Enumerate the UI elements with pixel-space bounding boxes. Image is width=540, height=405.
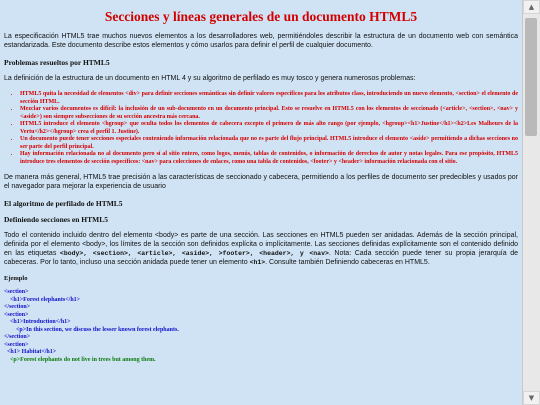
scrollbar-thumb[interactable] [525, 18, 537, 136]
example-code-block [4, 289, 518, 364]
code-line: <h1>Forest elephants</h1> [4, 296, 81, 303]
example-heading: Ejemplo [4, 275, 28, 282]
problem-item: • Mezclar varios documentos es difícil: la inclusión de un sub-documento en un documento principal. Esto se resuelve en HTML5 con los elementos de seccionado (<article>, <section>, <nav> y <aside>) son siempre subsecciones de su sección ancestra más cercana. [20, 106, 518, 121]
code-line: </section> [4, 334, 31, 340]
code-line: <p>In this section, we discuss the lesser known forest elephants. [4, 326, 179, 333]
defining-text-2: . Nota: Cada sección puede tener su propia jerarquía de cabeceras. Por lo tanto, incluso una sección anidada puede tener un elemento [4, 250, 518, 266]
vertical-scrollbar[interactable] [522, 0, 540, 405]
section-heading-algorithm: El algoritmo de perfilado de HTML5 [4, 199, 123, 208]
sectioning-tags-code: <body>, <section>, <article>, <aside>, >footer>, <header>, y <nav> [59, 250, 329, 257]
code-line: <h1>Introduction</h1> [4, 319, 71, 325]
code-line: <h1> Habitat</h1> [4, 349, 57, 355]
code-line: <section> [4, 289, 29, 295]
section-heading-defining: Definiendo secciones en HTML5 [4, 215, 108, 224]
scroll-down-arrow-icon[interactable]: ▼ [523, 391, 540, 405]
problem-item: • Hay información relacionada no al documento pero sí al sitio entero, como logos, menús, tablas de contenidos, o información de derechos de autor y notas legales. Para ese propósito, HTML5 introduce tres elementos de sección específicos: <nav> para colecciones de enlaces, como una tabla de contenidos, <footer> y <header> información relacionada con el sitio. [20, 151, 518, 166]
code-line: <section> [4, 341, 29, 348]
problem-item: • HTML5 quita la necesidad de elementos <div> para definir secciones semánticas sin definir valores específicos para los atributos class, introduciendo un nuevo elemento, <section> el elemento de sección HTML. [20, 91, 518, 106]
h1-tag-code: <h1> [249, 259, 266, 266]
defining-text-1: Todo el contenido incluido dentro del elemento <body> es parte de una sección. Las secciones en HTML5 pueden ser anidadas. Además de la sección principal, definida por el elemento <body>, los límites de la sección son definidos explícita o implícitamente. Las secciones definidas explícitamente son el contenido definido en las etiquetas [4, 232, 518, 257]
code-line: <section> [4, 311, 29, 318]
problems-outro: De manera más general, HTML5 trae precisión a las características de seccionado y cabecera, permitiendo a los perfiles de documento ser predecibles y usados por el navegador para mejorar la experiencia de usuario [4, 174, 518, 190]
page-title: Secciones y líneas generales de un documento HTML5 [104, 9, 418, 24]
problems-intro: La definición de la estructura de un documento en HTML 4 y su algoritmo de perfilado es muy tosco y genera numerosos problemas: [4, 75, 416, 82]
problem-item: • Un documento puede tener secciones especiales conteniendo información relacionada que no es parte del flujo principal. HTML5 introduce el elemento <aside> permitiendo a dichas secciones no ser parte del perfil principal. [20, 136, 518, 151]
intro-paragraph: La especificación HTML5 trae muchos nuevos elementos a los desarrolladores web, permitiéndoles describir la estructura de un documento web con semántica estandarizada. Este documento describe estos elementos y cómo usarlos para definir el perfil de cualquier documento. [4, 33, 518, 49]
section-heading-problems: Problemas resueltos por HTML5 [4, 58, 110, 67]
scroll-up-arrow-icon[interactable]: ▲ [523, 0, 540, 14]
problems-list [4, 91, 518, 166]
code-line: </section> [4, 304, 31, 310]
problem-item: • HTML5 introduce el elemento <hgroup> que oculta todos los elementos de cabecera excepto el primero de más alto rango (por ejemplo, <hgroup><h1>Justine</h1><h2>Les Malheurs de la Vertu</h2></hgroup> crea el perfil 1. Justine). [20, 121, 518, 136]
defining-paragraph [4, 231, 518, 267]
code-line: <p>Forest elephants do not live in trees but among them. [4, 356, 156, 363]
defining-text-3: . Consulte también Definiendo cabeceras en HTML5. [265, 259, 430, 266]
